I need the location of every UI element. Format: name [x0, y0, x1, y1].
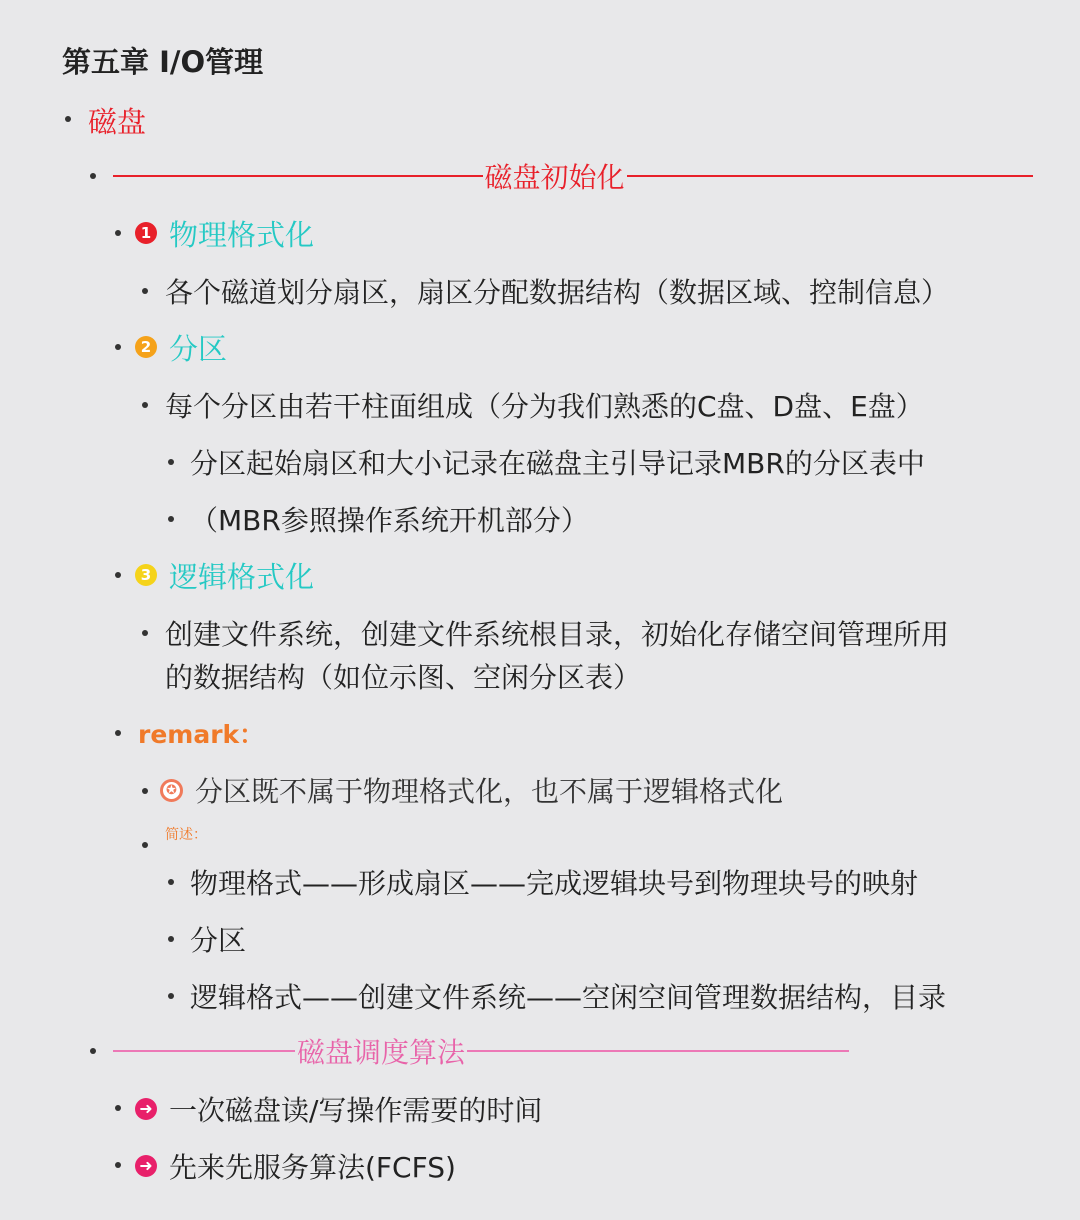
remark-note: 分区既不属于物理格式化，也不属于逻辑格式化 — [195, 775, 784, 808]
star-icon: ✪ — [160, 779, 183, 802]
bullet — [168, 459, 174, 465]
bullet — [142, 288, 148, 294]
step-heading-logical-format: 逻辑格式化 — [169, 559, 315, 594]
bullet — [142, 402, 148, 408]
bullet — [90, 1048, 96, 1054]
bullet — [168, 936, 174, 942]
divider-label: 磁盘初始化 — [484, 161, 625, 194]
summary-label: 简述： — [165, 827, 207, 843]
bullet — [142, 788, 148, 794]
bullet — [142, 630, 148, 636]
step-detail: 创建文件系统，创建文件系统根目录，初始化存储空间管理所用 — [165, 618, 950, 651]
arrow-right-icon: ➜ — [135, 1155, 157, 1177]
step-detail-continued: 的数据结构（如位示图、空闲分区表） — [165, 661, 642, 694]
remark-heading: remark： — [138, 720, 265, 749]
bullet — [142, 842, 148, 848]
bullet — [115, 1162, 121, 1168]
number-three-icon: 3 — [135, 564, 157, 586]
step-detail: 各个磁道划分扇区，扇区分配数据结构（数据区域、控制信息） — [165, 276, 950, 309]
divider-label: 磁盘调度算法 — [296, 1036, 465, 1069]
divider-disk-scheduling — [113, 1031, 849, 1071]
list-item: 先来先服务算法(FCFS) — [169, 1151, 456, 1184]
divider-disk-init — [113, 156, 1033, 196]
step-heading-partition: 分区 — [169, 331, 228, 366]
step-heading-physical-format: 物理格式化 — [169, 217, 315, 252]
step-subdetail: （MBR参照操作系统开机部分） — [190, 504, 589, 537]
number-two-icon: 2 — [135, 336, 157, 358]
summary-item: 逻辑格式——创建文件系统——空闲空间管理数据结构，目录 — [190, 981, 947, 1014]
section-heading: 磁盘 — [88, 104, 147, 139]
page-title: 第五章 I/O管理 — [62, 45, 264, 79]
bullet — [65, 116, 71, 122]
bullet — [115, 572, 121, 578]
bullet — [115, 1105, 121, 1111]
bullet — [115, 344, 121, 350]
summary-item: 物理格式——形成扇区——完成逻辑块号到物理块号的映射 — [190, 867, 919, 900]
step-subdetail: 分区起始扇区和大小记录在磁盘主引导记录MBR的分区表中 — [190, 447, 925, 480]
bullet — [168, 516, 174, 522]
bullet — [115, 730, 121, 736]
bullet — [168, 879, 174, 885]
summary-item: 分区 — [190, 924, 247, 957]
bullet — [90, 173, 96, 179]
bullet — [168, 993, 174, 999]
step-detail: 每个分区由若干柱面组成（分为我们熟悉的C盘、D盘、E盘） — [165, 390, 924, 423]
number-one-icon: 1 — [135, 222, 157, 244]
list-item: 一次磁盘读/写操作需要的时间 — [169, 1094, 543, 1127]
arrow-right-icon: ➜ — [135, 1098, 157, 1120]
bullet — [115, 230, 121, 236]
